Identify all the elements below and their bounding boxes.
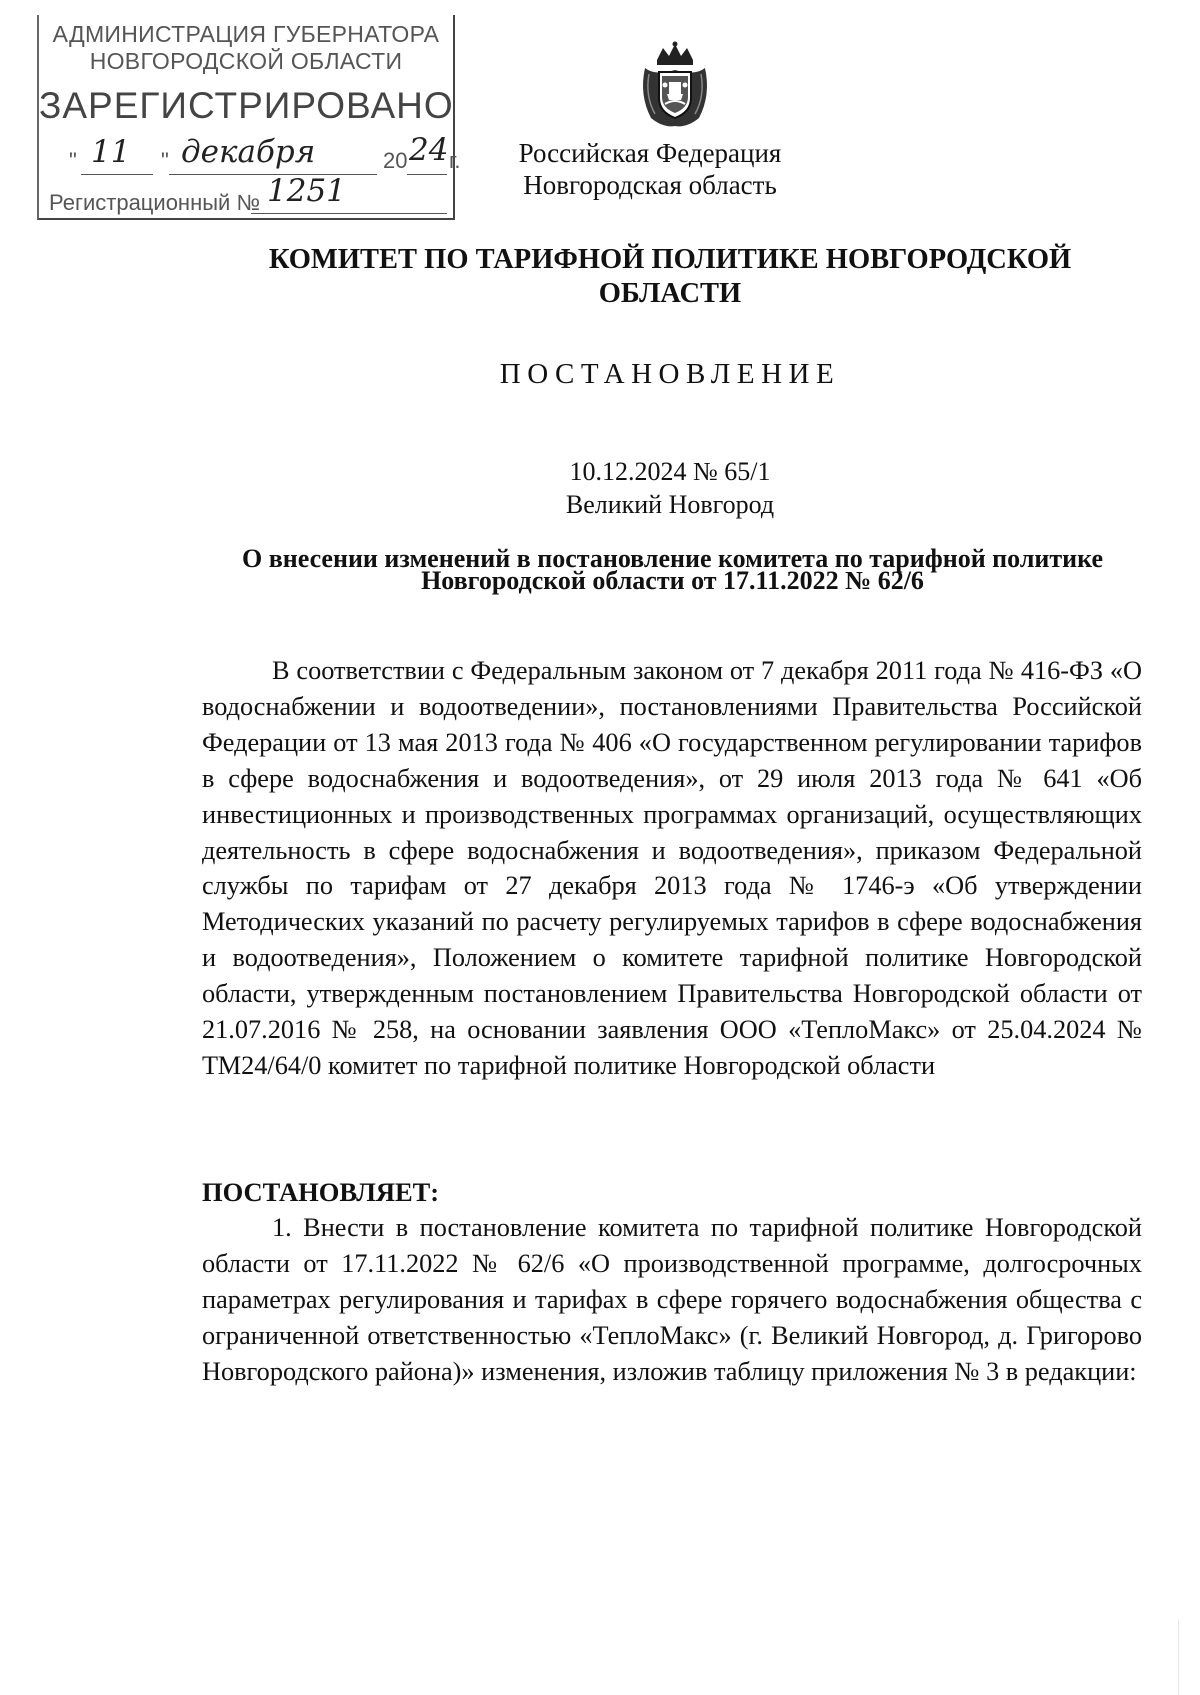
clause-1-paragraph: 1. Внести в постановление комитета по тарифной политике Новгородской области от 17.11.2022 № 62/6 «О производственной программе, долгосрочных параметрах регулирования и тарифах в сфере горячего водоснабжения общества с ограниченной ответственностью «ТеплоМакс» (г. Великий Новгород, д. Григорово Новгородского района)» изменения, изложив таблицу приложения № 3 в редакции:	[202, 1213, 1142, 1386]
stamp-line-2: НОВГОРОДСКОЙ ОБЛАСТИ	[89, 48, 403, 74]
stamp-quote-close: "	[161, 148, 169, 173]
stamp-year-unit: г.	[449, 148, 461, 173]
resolves-heading: ПОСТАНОВЛЯЕТ:	[202, 1177, 440, 1207]
decree-subject: О внесении изменений в постановление комитета по тарифной политике Новгородской области от 17.11.2022 № 62/6	[241, 544, 1104, 595]
stamp-year-prefix: 20	[383, 148, 408, 173]
stamp-quote-open: "	[69, 148, 77, 173]
stamp-year-underline	[407, 174, 447, 175]
stamp-reg-no-label: Регистрационный №	[49, 190, 261, 215]
registration-stamp	[37, 15, 461, 220]
header-region: Новгородская область	[523, 170, 777, 200]
scan-edge-mark	[1178, 1620, 1179, 1695]
coat-of-arms-icon	[635, 40, 715, 130]
stamp-month: декабря	[181, 134, 316, 170]
decree-title: ПОСТАНОВЛЕНИЕ	[499, 358, 841, 390]
stamp-reg-no-value: 1251	[267, 173, 346, 209]
stamp-day: 11	[91, 134, 131, 170]
stamp-reg-no-underline	[251, 213, 447, 214]
stamp-registered: ЗАРЕГИСТРИРОВАНО	[39, 85, 454, 126]
committee-title: КОМИТЕТ ПО ТАРИФНОЙ ПОЛИТИКЕ НОВГОРОДСКОЙ ОБЛАСТИ	[268, 244, 1072, 309]
stamp-day-underline	[81, 174, 153, 175]
stamp-year-suffix: 24	[409, 132, 449, 168]
decree-date-number: 10.12.2024 № 65/1	[569, 457, 771, 486]
stamp-line-1: АДМИНИСТРАЦИЯ ГУБЕРНАТОРА	[52, 21, 440, 47]
stamp-date-line	[61, 132, 461, 180]
decree-city: Великий Новгород	[565, 490, 775, 519]
preamble-paragraph: В соответствии с Федеральным законом от 7 декабря 2011 года № 416-ФЗ «О водоснабжении и водоотведении», постановлениями Правительства Российской Федерации от 13 мая 2013 года № 406 «О государственном регулировании тарифов в сфере водоснабжения и водоотведения», от 29 июля 2013 года № 641 «Об инвестиционных и производственных программах организаций, осуществляющих деятельность в сфере водоснабжения и водоотведения», приказом Федеральной службы по тарифам от 27 декабря 2013 года № 1746-э «Об утверждении Методических указаний по расчету регулируемых тарифов в сфере водоснабжения и водоотведения», Положением о комитете тарифной политике Новгородской области, утвержденным постановлением Правительства Новгородской области от 21.07.2016 № 258, на основании заявления ООО «ТеплоМакс» от 25.04.2024 № ТМ24/64/0 комитет по тарифной политике Новгородской области	[202, 656, 1142, 1080]
header-country: Российская Федерация	[518, 138, 782, 168]
